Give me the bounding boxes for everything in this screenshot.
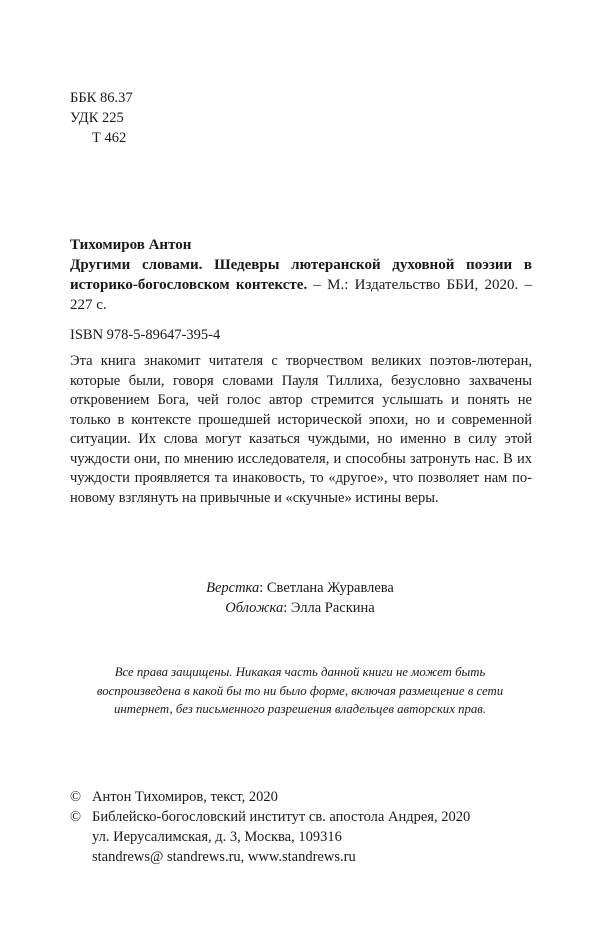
cover-role: Обложка xyxy=(225,600,284,616)
author-mark: Т 462 xyxy=(92,130,127,146)
book-title: Другими словами. Шедевры лютеранской духовной поэзии в историко-богословском контексте. xyxy=(70,257,532,293)
credit-cover xyxy=(0,598,600,618)
author-name: Тихомиров Антон xyxy=(70,237,192,253)
abstract-text: Эта книга знакомит читателя с творчеством великих поэтов-лютеран, которые были, говоря словами Пауля Тиллиха, безусловно захвачены откровением Бога, чей голос автор стремится услышать и понять не только в контексте прошедшей исторической эпохи, но и современной ситуации. Их слова могут казаться чуждыми, но именно в силу этой чуждости они, по мнению исследователя, и способны затронуть нас. В их чуждости проявляется та инаковость, то «другое», что позволяет нам по-новому взглянуть на привычные и «скучные» истины веры. xyxy=(70,353,532,506)
bibliographic-record xyxy=(70,235,532,315)
copyright-author-text: Антон Тихомиров, текст, 2020 xyxy=(92,789,278,805)
bbk-code: ББК 86.37 xyxy=(70,90,133,106)
udk-code: УДК 225 xyxy=(70,110,124,126)
publication-imprint: – М.: Издательство ББИ, 2020. – 227 с. xyxy=(70,277,532,313)
copyright-publisher-text: Библейско-богословский институт св. апостола Андрея, 2020 xyxy=(92,809,471,825)
book-description xyxy=(70,255,532,315)
copyright-icon: © xyxy=(70,789,82,805)
copyright-publisher xyxy=(70,807,550,827)
layout-role: Верстка xyxy=(206,580,260,596)
copyright-block xyxy=(70,787,550,867)
contacts-text: standrews@ standrews.ru, www.standrews.ru xyxy=(92,849,356,865)
address-text: ул. Иерусалимская, д. 3, Москва, 109316 xyxy=(92,829,342,845)
layout-name: : Светлана Журавлева xyxy=(259,580,394,596)
isbn: ISBN 978-5-89647-395-4 xyxy=(70,327,221,343)
classification-codes xyxy=(70,88,133,148)
cover-name: : Элла Раскина xyxy=(283,600,375,616)
credit-layout xyxy=(0,578,600,598)
copyright-icon: © xyxy=(70,809,82,825)
copyright-author xyxy=(70,787,550,807)
rights-notice: Все права защищены. Никакая часть данной книги не может быть воспроизведена в какой бы то ни было форме, включая размещение в сети интернет, без письменного разрешения владельцев авторских прав. xyxy=(96,665,504,716)
publisher-address xyxy=(70,827,550,847)
credits xyxy=(0,578,600,618)
abstract xyxy=(70,352,532,508)
publisher-contacts xyxy=(70,847,550,867)
